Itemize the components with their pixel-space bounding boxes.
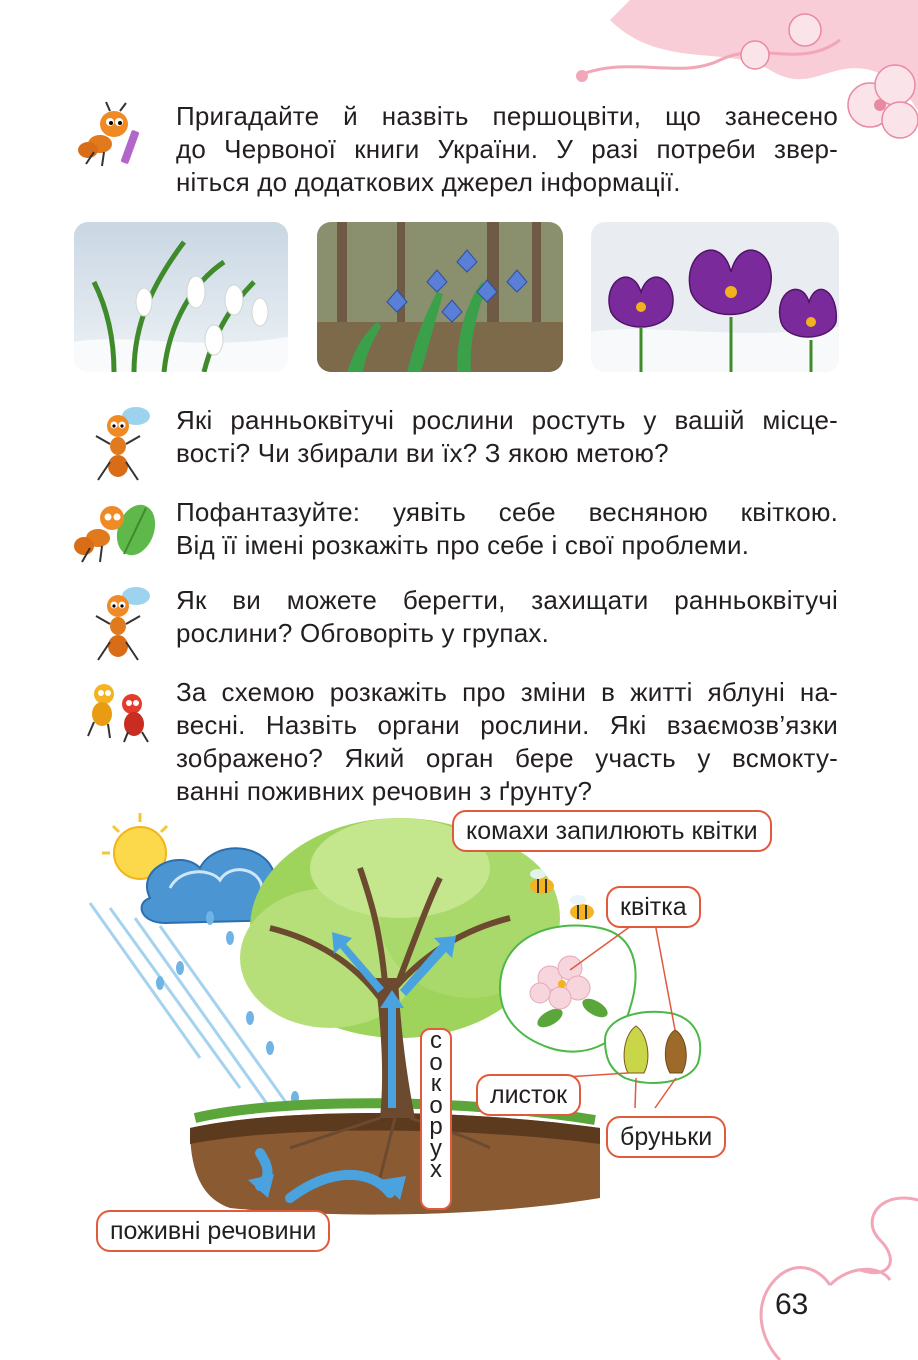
task-2-text bbox=[176, 404, 838, 470]
sap-flow-label bbox=[420, 1028, 452, 1210]
ant-with-leaf-icon bbox=[72, 496, 158, 566]
flower-label: квітка bbox=[606, 886, 701, 928]
task-1-line-2: до Червоної книги України. У разі потреби звер- bbox=[176, 134, 838, 164]
sap-flow-letter: о bbox=[429, 1091, 443, 1119]
bee-icon bbox=[530, 869, 554, 894]
ant-thinking-icon bbox=[88, 404, 154, 484]
sap-flow-letter: к bbox=[430, 1070, 442, 1097]
ants-pair-icon bbox=[82, 676, 154, 744]
task-1-line-1: Пригадайте й назвіть першоцвіти, що занесено bbox=[176, 101, 838, 131]
scilla-photo bbox=[317, 222, 563, 372]
task-4-line-1: Як ви можете берегти, захищати ранньоквітучі bbox=[176, 585, 838, 615]
task-2-line-1: Які ранньоквітучі рослини ростуть у вашій місце- bbox=[176, 405, 838, 435]
sap-flow-letter: у bbox=[430, 1134, 442, 1162]
task-1-line-3: ніться до додаткових джерел інформації. bbox=[176, 167, 681, 197]
snowdrops-photo bbox=[74, 222, 288, 372]
crocus-photo bbox=[591, 222, 839, 372]
insects-pollinate-label: комахи запилюють квітки bbox=[452, 810, 772, 852]
task-5-line-3: зображено? Який орган бере участь у всмокту- bbox=[176, 743, 838, 773]
sap-flow-letter: х bbox=[430, 1156, 442, 1183]
task-3-line-2: Від її імені розкажіть про себе і свої проблеми. bbox=[176, 530, 750, 560]
sap-flow-letter: о bbox=[429, 1048, 443, 1076]
bee-icon bbox=[570, 895, 594, 920]
task-3-text bbox=[176, 496, 838, 562]
task-1-text bbox=[176, 100, 838, 199]
task-5-line-4: ванні поживних речовин з ґрунту? bbox=[176, 776, 593, 806]
ant-with-pencil-icon bbox=[76, 100, 144, 170]
buds-group bbox=[605, 1012, 700, 1083]
task-5-line-2: весні. Назвіть органи рослини. Які взаємозв’язки bbox=[176, 710, 838, 740]
swirl-decoration bbox=[740, 1190, 918, 1360]
buds-label: бруньки bbox=[606, 1116, 726, 1158]
apple-tree-diagram bbox=[80, 808, 840, 1258]
task-4-text bbox=[176, 584, 838, 650]
task-5-line-1: За схемою розкажіть про зміни в житті яблуні на- bbox=[176, 677, 838, 707]
task-3-line-1: Пофантазуйте: уявіть себе весняною квіткою. bbox=[176, 497, 838, 527]
task-5-text bbox=[176, 676, 838, 808]
sap-flow-letter: с bbox=[430, 1027, 442, 1054]
nutrients-label: поживні речовини bbox=[96, 1210, 330, 1252]
page-number: 63 bbox=[775, 1288, 809, 1321]
leaf-label: листок bbox=[476, 1074, 581, 1116]
task-4-line-2: рослини? Обговоріть у групах. bbox=[176, 618, 549, 648]
ant-thinking-icon bbox=[88, 584, 154, 664]
sap-flow-letter: р bbox=[429, 1113, 443, 1140]
task-2-line-2: вості? Чи збирали ви їх? З якою метою? bbox=[176, 438, 669, 468]
